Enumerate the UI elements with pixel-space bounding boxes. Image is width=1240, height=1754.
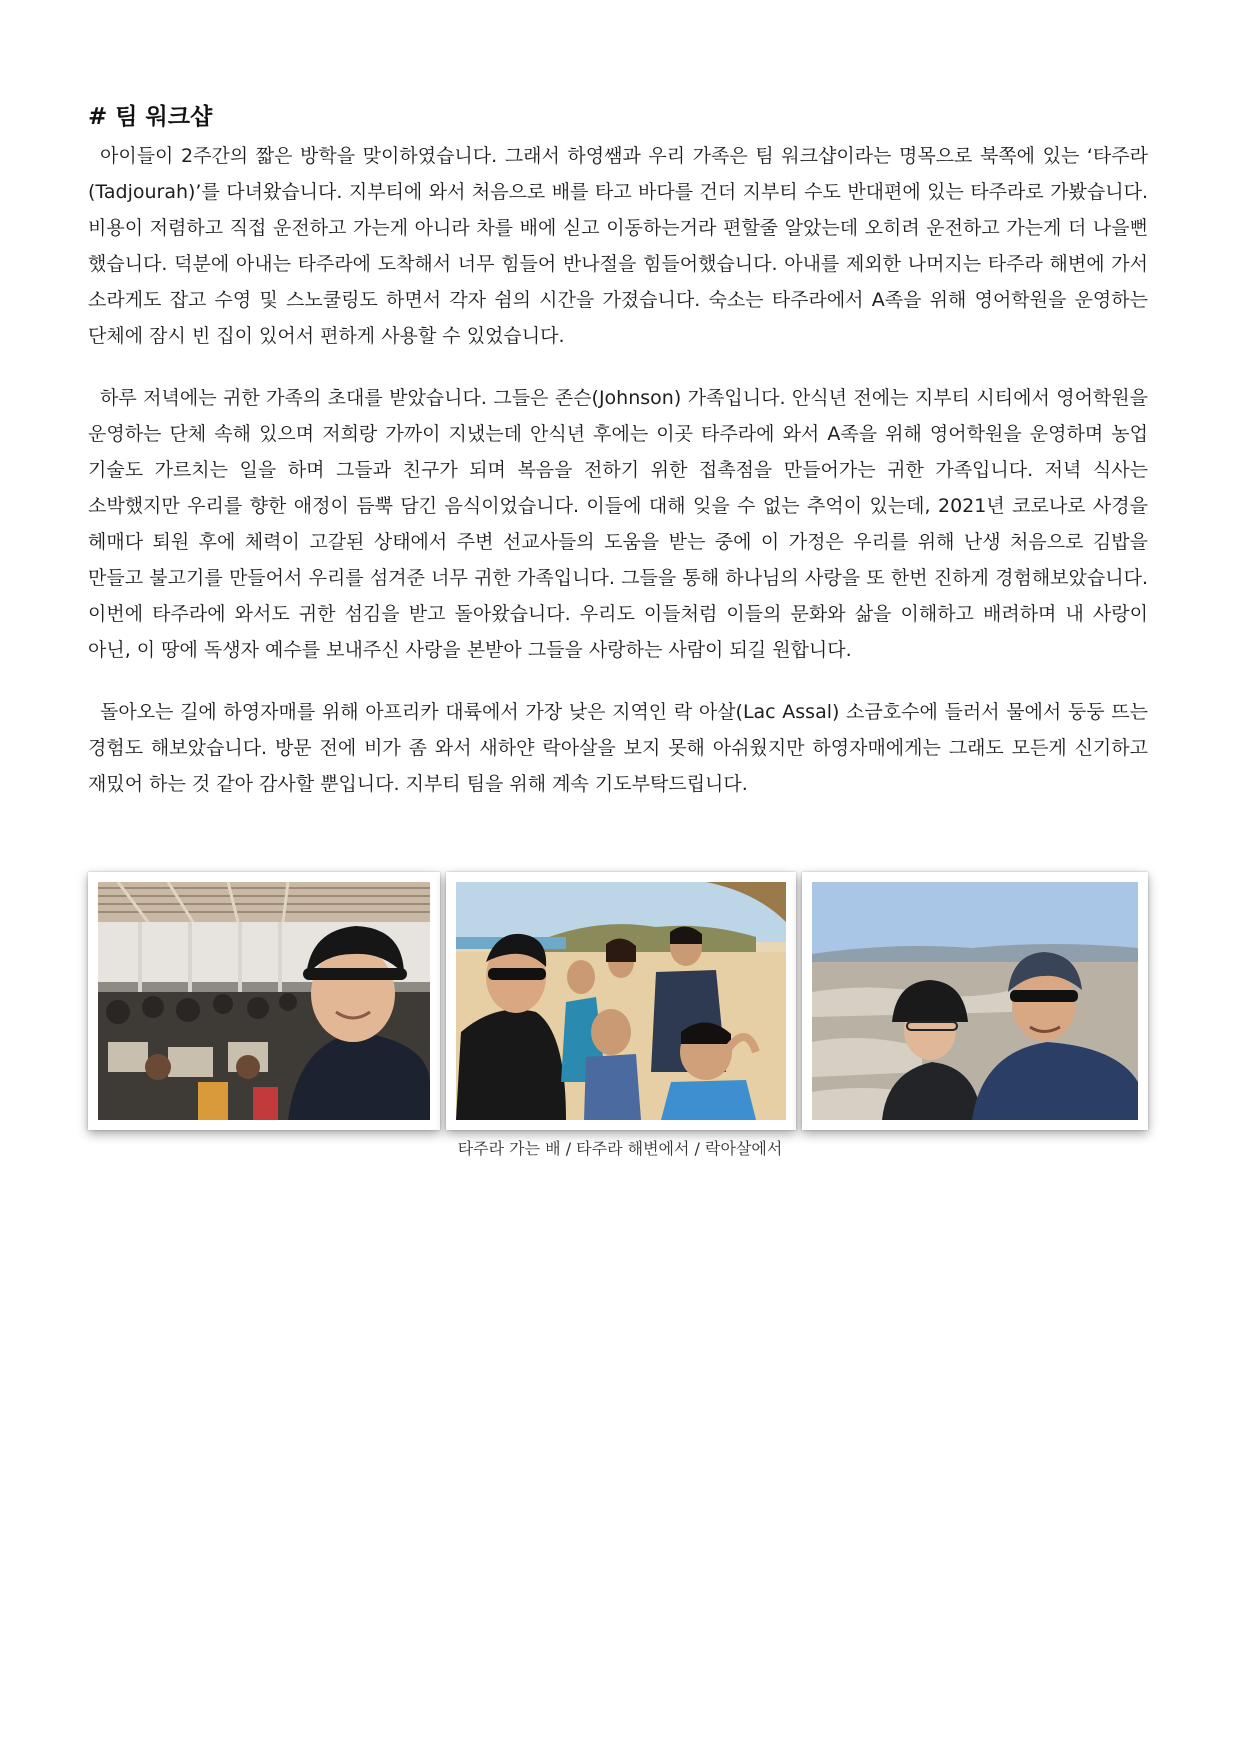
beach-photo-image: [456, 882, 786, 1120]
paragraph-3: 돌아오는 길에 하영자매를 위해 아프리카 대륙에서 가장 낮은 지역인 락 아살(Lac Assal) 소금호수에 들러서 물에서 둥둥 뜨는 경험도 해보았습니다. 방문 전에 비가 좀 와서 새하얀 락아살을 보지 못해 아쉬웠지만 하영자매에게는 그래도 모든게 신기하고 재밌어 하는 것 같아 감사할 뿐입니다. 지부티 팀을 위해 계속 기도부탁드립니다.: [88, 701, 1148, 795]
ferry-photo-image: [98, 882, 430, 1120]
photo-strip: [88, 872, 1148, 1142]
photo-caption: 타주라 가는 배 / 타주라 해변에서 / 락아살에서: [457, 1139, 783, 1158]
photo-beach: [446, 872, 796, 1130]
section-heading: # 팀 워크샵: [88, 104, 213, 130]
photo-ferry: [88, 872, 440, 1130]
photo-lac-assal: [802, 872, 1148, 1130]
paragraph-1: 아이들이 2주간의 짧은 방학을 맞이하였습니다. 그래서 하영쌤과 우리 가족은 팀 워크샵이라는 명목으로 북쪽에 있는 ‘타주라(Tadjourah)’를 다녀왔습니다. 지부티에 와서 처음으로 배를 타고 바다를 건더 지부티 수도 반대편에 있는 타주라로 가봤습니다. 비용이 저렴하고 직접 운전하고 가는게 아니라 차를 배에 싣고 이동하는거라 편할줄 알았는데 오히려 운전하고 가는게 더 나을뻔 했습니다. 덕분에 아내는 타주라에 도착해서 너무 힘들어 반나절을 힘들어했습니다. 아내를 제외한 나머지는 타주라 해변에 가서 소라게도 잡고 수영 및 스노쿨링도 하면서 각자 쉼의 시간을 가졌습니다. 숙소는 타주라에서 A족을 위해 영어학원을 운영하는 단체에 잠시 빈 집이 있어서 편하게 사용할 수 있었습니다.: [88, 145, 1148, 347]
lac-assal-photo-image: [812, 882, 1138, 1120]
body-text: [88, 138, 1148, 802]
paragraph-2: 하루 저녁에는 귀한 가족의 초대를 받았습니다. 그들은 존슨(Johnson) 가족입니다. 안식년 전에는 지부티 시티에서 영어학원을 운영하는 단체 속해 있으며 저희랑 가까이 지냈는데 안식년 후에는 이곳 타주라에 와서 A족을 위해 영어학원을 운영하며 농업 기술도 가르치는 일을 하며 그들과 친구가 되며 복음을 전하기 위한 접촉점을 만들어가는 귀한 가족입니다. 저녁 식사는 소박했지만 우리를 향한 애정이 듬뿍 담긴 음식이었습니다. 이들에 대해 잊을 수 없는 추억이 있는데, 2021년 코로나로 사경을 헤매다 퇴원 후에 체력이 고갈된 상태에서 주변 선교사들의 도움을 받는 중에 이 가정은 우리를 위해 난생 처음으로 김밥을 만들고 불고기를 만들어서 우리를 섬겨준 너무 귀한 가족입니다. 그들을 통해 하나님의 사랑을 또 한번 진하게 경험해보았습니다. 이번에 타주라에 와서도 귀한 섬김을 받고 돌아왔습니다. 우리도 이들처럼 이들의 문화와 삶을 이해하고 배려하며 내 사랑이 아닌, 이 땅에 독생자 예수를 보내주신 사랑을 본받아 그들을 사랑하는 사람이 되길 원합니다.: [88, 387, 1148, 661]
